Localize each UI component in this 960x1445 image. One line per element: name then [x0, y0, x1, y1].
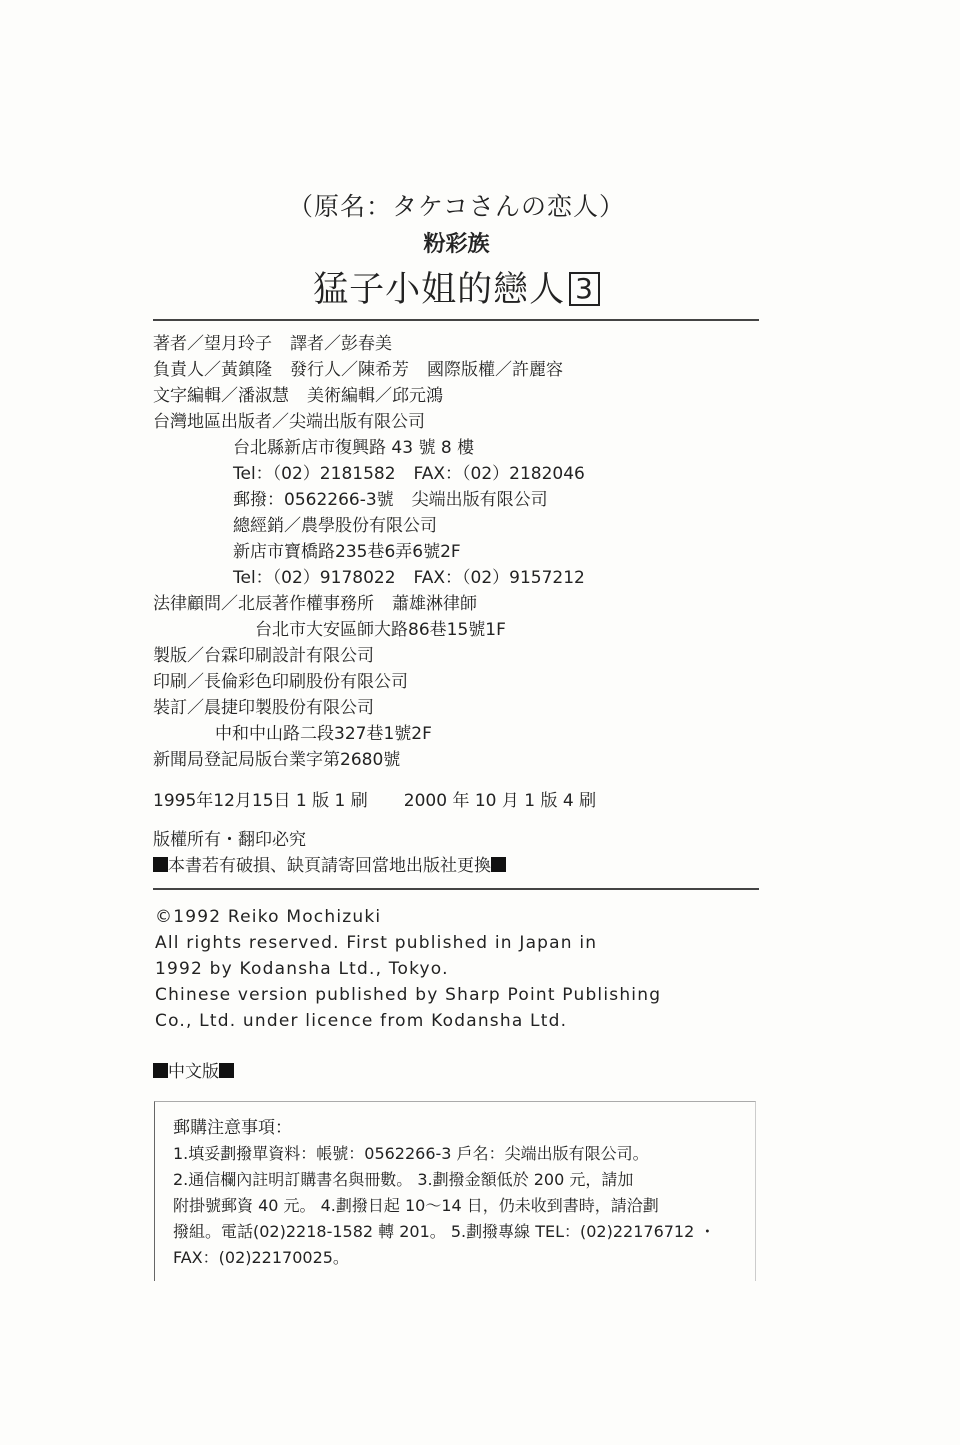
plate-making: 製版／台霖印刷設計有限公司 — [153, 646, 374, 666]
english-line-4: Chinese version published by Sharp Point Publishing — [155, 985, 662, 1005]
square-bullet-icon — [153, 857, 168, 872]
first-edition: 1995年12月15日 1 版 1 刷 — [153, 791, 368, 811]
distributor-tel: Tel：（02）9178022 — [233, 568, 396, 588]
order-note-4: 撥組。電話(02)2218-1582 轉 201。 5.劃撥專線 TEL：(02)22176712 ・ — [173, 1222, 716, 1241]
distributor: 總經銷／農學股份有限公司 — [233, 516, 437, 536]
divider-top — [153, 319, 759, 321]
distributor-fax: FAX：（02）9157212 — [413, 568, 585, 588]
copyright-line: ©1992 Reiko Mochizuki — [155, 907, 382, 927]
book-title — [0, 262, 913, 312]
legal-address: 台北市大安區師大路86巷15號1F — [255, 620, 506, 640]
author: 著者／望月玲子 — [153, 334, 272, 354]
english-line-5: Co., Ltd. under licence from Kodansha Ltd. — [155, 1011, 568, 1031]
distributor-address: 新店市寶橋路235巷6弄6號2F — [233, 542, 461, 562]
book-title-text: 猛子小姐的戀人 — [313, 270, 566, 310]
registration: 新聞局登記局版台業字第2680號 — [153, 750, 401, 770]
postal-account-name: 尖端出版有限公司 — [411, 490, 548, 510]
order-note-2: 2.通信欄內註明訂購書名與冊數。 3.劃撥金額低於 200 元，請加 — [173, 1170, 634, 1189]
credit-line-authors — [153, 333, 392, 355]
chinese-edition-text: 中文版 — [168, 1062, 219, 1082]
divider-bottom — [153, 888, 759, 890]
square-bullet-icon — [219, 1063, 234, 1078]
binding: 裝訂／晨捷印製股份有限公司 — [153, 698, 374, 718]
credit-line-editors — [153, 385, 443, 407]
square-bullet-icon — [491, 857, 506, 872]
postal-account: 郵撥：0562266-3號 — [233, 490, 394, 510]
english-line-3: 1992 by Kodansha Ltd., Tokyo. — [155, 959, 449, 979]
publisher-contact — [233, 463, 585, 485]
edition-line — [153, 790, 596, 812]
printing: 印刷／長倫彩色印刷股份有限公司 — [153, 672, 408, 692]
binding-address: 中和中山路二段327巷1號2F — [215, 724, 432, 744]
square-bullet-icon — [153, 1063, 168, 1078]
volume-number: 3 — [569, 272, 600, 306]
publisher-person: 發行人／陳希芳 — [290, 360, 409, 380]
damage-notice-text: 本書若有破損、缺頁請寄回當地出版社更換 — [168, 856, 491, 876]
english-line-2: All rights reserved. First published in Japan in — [155, 933, 598, 953]
publisher-fax: FAX：（02）2182046 — [413, 464, 585, 484]
distributor-contact — [233, 567, 585, 589]
publisher: 台灣地區出版者／尖端出版有限公司 — [153, 412, 425, 432]
postal-account-line — [233, 489, 548, 511]
lawyer: 蕭雄淋律師 — [392, 594, 477, 614]
art-editor: 美術編輯／邱元鴻 — [307, 386, 443, 406]
original-title: （原名：タケコさんの恋人） — [287, 192, 625, 221]
publisher-tel: Tel：（02）2181582 — [233, 464, 396, 484]
legal-advisor: 法律顧問／北辰著作權事務所 — [153, 594, 374, 614]
chinese-edition-label — [153, 1061, 234, 1083]
current-edition: 2000 年 10 月 1 版 4 刷 — [403, 791, 597, 811]
responsible-person: 負責人／黃鎮隆 — [153, 360, 272, 380]
order-notes-box — [154, 1101, 756, 1281]
order-note-1: 1.填妥劃撥單資料：帳號：0562266-3 戶名：尖端出版有限公司。 — [173, 1144, 649, 1163]
text-editor: 文字編輯／潘淑慧 — [153, 386, 289, 406]
all-rights-reserved: 版權所有・翻印必究 — [153, 830, 306, 850]
series-name: 粉彩族 — [423, 232, 490, 257]
translator: 譯者／彭春美 — [290, 334, 392, 354]
damage-notice — [153, 855, 506, 877]
order-notes-heading: 郵購注意事項： — [173, 1118, 292, 1138]
legal-line — [153, 593, 477, 615]
order-note-3: 附掛號郵資 40 元。 4.劃撥日起 10～14 日，仍未收到書時，請洽劃 — [173, 1196, 659, 1215]
order-note-5: FAX：(02)22170025。 — [173, 1248, 349, 1267]
credit-line-staff — [153, 359, 563, 381]
publisher-address: 台北縣新店市復興路 43 號 8 樓 — [233, 438, 475, 458]
intl-rights: 國際版權／許麗容 — [427, 360, 563, 380]
